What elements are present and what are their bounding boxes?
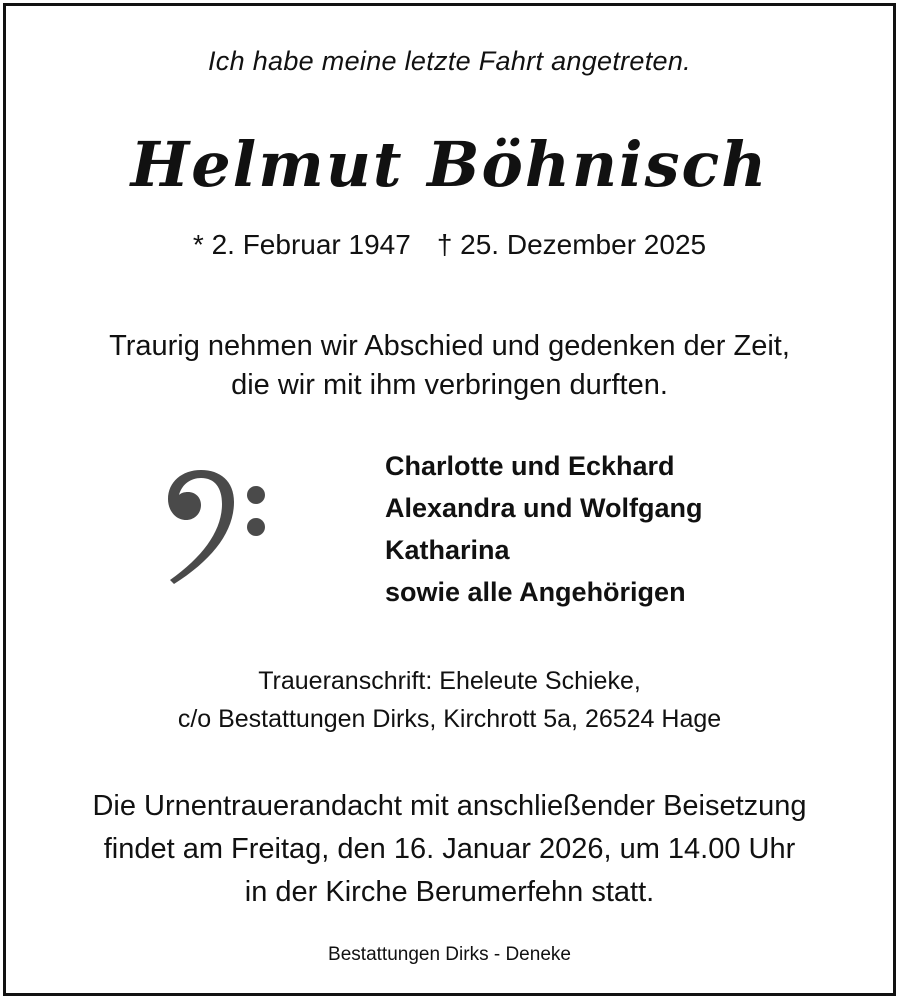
life-dates bbox=[0, 229, 899, 261]
family-list bbox=[385, 445, 703, 613]
family-member: sowie alle Angehörigen bbox=[385, 577, 686, 607]
undertaker-name: Bestattungen Dirks - Deneke bbox=[328, 944, 571, 965]
mourning-line: die wir mit ihm verbringen durften. bbox=[231, 369, 668, 401]
mourning-address bbox=[0, 662, 899, 738]
address-line: Traueranschrift: Eheleute Schieke, bbox=[258, 667, 641, 695]
birth-date: * 2. Februar 1947 bbox=[192, 229, 411, 260]
mourning-text bbox=[0, 327, 899, 405]
bass-clef-icon bbox=[160, 468, 272, 586]
deceased-name: Helmut Böhnisch bbox=[130, 128, 769, 201]
ceremony-line: findet am Freitag, den 16. Januar 2026, um 14.00 Uhr bbox=[103, 833, 796, 865]
family-member: Katharina bbox=[385, 535, 510, 565]
motto: Ich habe meine letzte Fahrt angetreten. bbox=[208, 46, 691, 76]
family-member: Alexandra und Wolfgang bbox=[385, 493, 703, 523]
ceremony-line: Die Urnentrauerandacht mit anschließender Beisetzung bbox=[92, 790, 807, 822]
ceremony-info bbox=[0, 785, 899, 914]
death-date: † 25. Dezember 2025 bbox=[436, 229, 707, 260]
family-member: Charlotte und Eckhard bbox=[385, 451, 675, 481]
address-line: c/o Bestattungen Dirks, Kirchrott 5a, 26524 Hage bbox=[177, 705, 722, 733]
ceremony-line: in der Kirche Berumerfehn statt. bbox=[244, 876, 655, 908]
mourning-line: Traurig nehmen wir Abschied und gedenken der Zeit, bbox=[109, 330, 790, 362]
